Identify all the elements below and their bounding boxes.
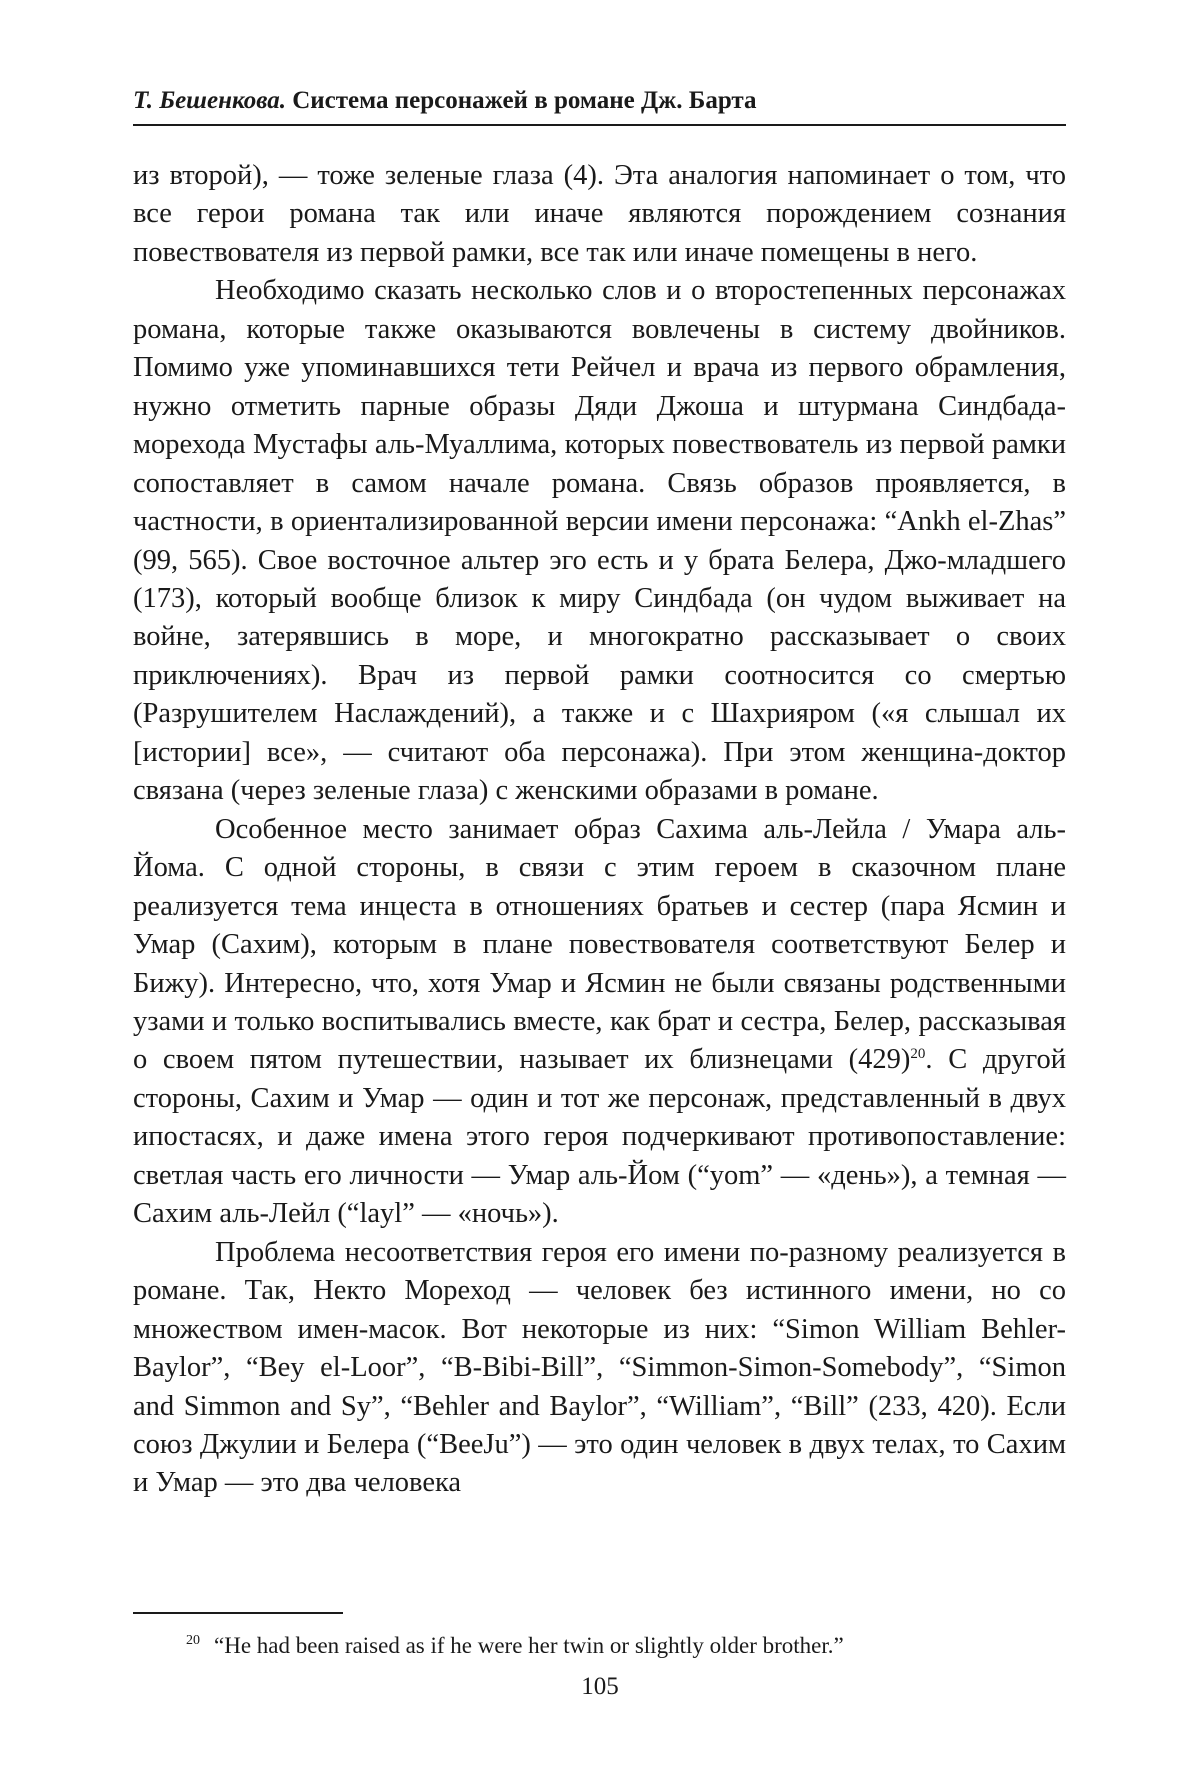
footnote [186, 1626, 1066, 1661]
header-author: Т. Бешенкова. [133, 87, 286, 114]
footnote-text: “He had been raised as if he were her twin or slightly older brother.” [214, 1633, 844, 1658]
paragraph-3-part-1: Особенное место занимает образ Сахима аль-Лейла / Умара аль-Йома. С одной стороны, в связи с этим героем в сказочном плане реализуется тема инцеста в отношениях братьев и сестер (пара Ясмин и Умар (Сахим), которым в плане повествователя соответствуют Белер и Бижу). Интересно, что, хотя Умар и Ясмин не были связаны родственными узами и только воспитывались вместе, как брат и сестра, Белер, рассказывая о своем пятом путешествии, называет их близнецами (429) [133, 813, 1066, 1076]
footnote-rule [133, 1612, 343, 1614]
running-header [133, 86, 1066, 116]
paragraph-2: Необходимо сказать несколько слов и о второстепенных персонажах романа, которые также оказываются вовлечены в систему двойников. Помимо уже упоминавшихся тети Рейчел и врача из первого обрамления, нужно отметить парные образы Дяди Джоша и штурмана Синдбада-морехода Мустафы аль-Муаллима, которых повествователь из первой рамки сопоставляет в самом начале романа. Связь образов проявляется, в частности, в ориентализированной версии имени персонажа: “Ankh el-Zhas” (99, 565). Свое восточное альтер эго есть и у брата Белера, Джо-младшего (173), который вообще близок к миру Синдбада (он чудом выживает на войне, затерявшись в море, и многократно рассказывает о своих приключениях). Врач из первой рамки соотносится со смертью (Разрушителем Наслаждений), а также и с Шахрияром («я слышал их [истории] все», — считают оба персонажа). При этом женщина-доктор связана (через зеленые глаза) с женскими образами в романе. [133, 275, 1066, 807]
page-number: 105 [581, 1673, 619, 1700]
paragraph-4: Проблема несоответствия героя его имени по-разному реализуется в романе. Так, Некто Мореход — человек без истинного имени, но со множеством имен-масок. Вот некоторые из них: “Simon William Behler-Baylor”, “Bey el-Loor”, “B-Bibi-Bill”, “Simmon-Simon-Somebody”, “Simon and Simmon and Sy”, “Behler and Baylor”, “William”, “Bill” (233, 420). Если союз Джулии и Белера (“BeeJu”) — это один человек в двух телах, то Сахим и Умар — это два человека [133, 1236, 1066, 1499]
paragraph-3 [133, 811, 1066, 1234]
footnote-number: 20 [186, 1633, 200, 1648]
body-text [133, 157, 1066, 1503]
paragraph-3-part-2: . С другой стороны, Сахим и Умар — один и тот же персонаж, представленный в двух ипостасях, и даже имена этого героя подчеркивают противопоставление: светлая часть его личности — Умар аль-Йом (“yom” — «день»), а темная — Сахим аль-Лейл (“layl” — «ночь»). [133, 1044, 1067, 1230]
header-title: Система персонажей в романе Дж. Барта [292, 87, 757, 114]
header-rule [133, 124, 1066, 126]
paragraph-1: из второй), — тоже зеленые глаза (4). Эта аналогия напоминает о том, что все герои романа так или иначе являются порождением сознания повествователя из первой рамки, все так или иначе помещены в него. [133, 160, 1066, 268]
footnote-reference: 20 [910, 1046, 926, 1063]
